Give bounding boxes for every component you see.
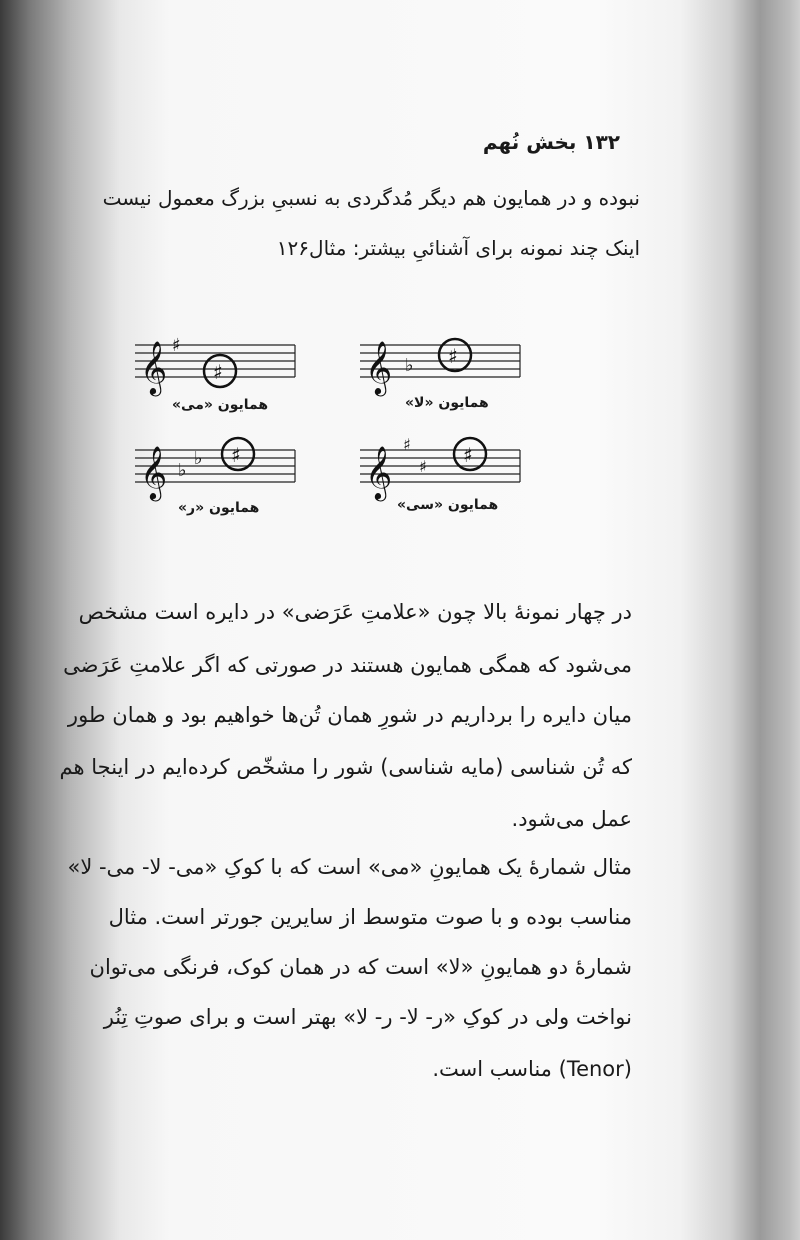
svg-text:𝄞: 𝄞 (365, 340, 393, 394)
paragraph2-line-5: (Tenor) مناسب است. (432, 1057, 632, 1081)
svg-text:♯: ♯ (231, 443, 241, 467)
paragraph2-line-4: نواخت ولی در کوکِ «ر- لا- ر- لا» بهتر است و برای صوتِ تِنُر (103, 1005, 632, 1029)
staff-example-re (130, 430, 300, 505)
svg-text:𝄞: 𝄞 (140, 445, 168, 499)
paragraph1-line-4: که تُن شناسی (مایه شناسی) شور را مشخّص کرده‌ایم در اینجا هم (59, 755, 632, 779)
paragraph2-line-1: مثال شمارهٔ یک همایونِ «می» است که با کوکِ «می- لا- می- لا» (67, 855, 632, 879)
svg-text:♭: ♭ (405, 355, 414, 376)
caption-mi: همایون «می» (172, 397, 269, 413)
svg-text:𝄞: 𝄞 (140, 340, 168, 394)
staff-example-mi (130, 325, 300, 400)
paragraph1-line-5: عمل می‌شود. (511, 807, 632, 831)
staff-example-si (355, 430, 525, 505)
caption-si: همایون «سی» (397, 497, 499, 513)
page-header: ۱۳۲ بخش نُهم (482, 130, 620, 154)
svg-text:♯: ♯ (463, 443, 473, 467)
svg-text:♯: ♯ (448, 344, 458, 368)
paragraph2-line-3: شمارهٔ دو همایونِ «لا» است که در همان کوک، فرنگی می‌توان (89, 955, 632, 979)
staff-example-la (355, 325, 525, 400)
paragraph1-line-2: می‌شود که همگی همایون هستند در صورتی که اگر علامتِ عَرَضی (63, 653, 632, 677)
svg-text:𝄞: 𝄞 (365, 445, 393, 499)
paragraph2-line-2: مناسب بوده و با صوت متوسط از سایرین جورتر است. مثال (108, 905, 632, 929)
paragraph1-line-3: میان دایره را برداریم در شورِ همان تُن‌ها خواهیم بود و همان طور (67, 703, 632, 727)
paragraph1-line-1: در چهار نمونهٔ بالا چون «علامتِ عَرَضی» در دایره است مشخص (78, 600, 632, 624)
caption-la: همایون «لا» (405, 395, 489, 411)
svg-text:♯: ♯ (172, 335, 181, 356)
intro-line-2: اینک چند نمونه برای آشنائیِ بیشتر: مثال۱۲۶ (276, 236, 640, 260)
svg-text:♯: ♯ (403, 435, 411, 454)
svg-text:♭: ♭ (178, 460, 187, 481)
intro-line-1: نبوده و در همایون هم دیگر مُدگردی به نسبیِ بزرگ معمول نیست (102, 186, 640, 210)
caption-re: همایون «ر» (178, 500, 260, 516)
svg-text:♯: ♯ (213, 360, 223, 384)
svg-text:♭: ♭ (194, 448, 203, 469)
svg-text:♯: ♯ (419, 457, 427, 476)
